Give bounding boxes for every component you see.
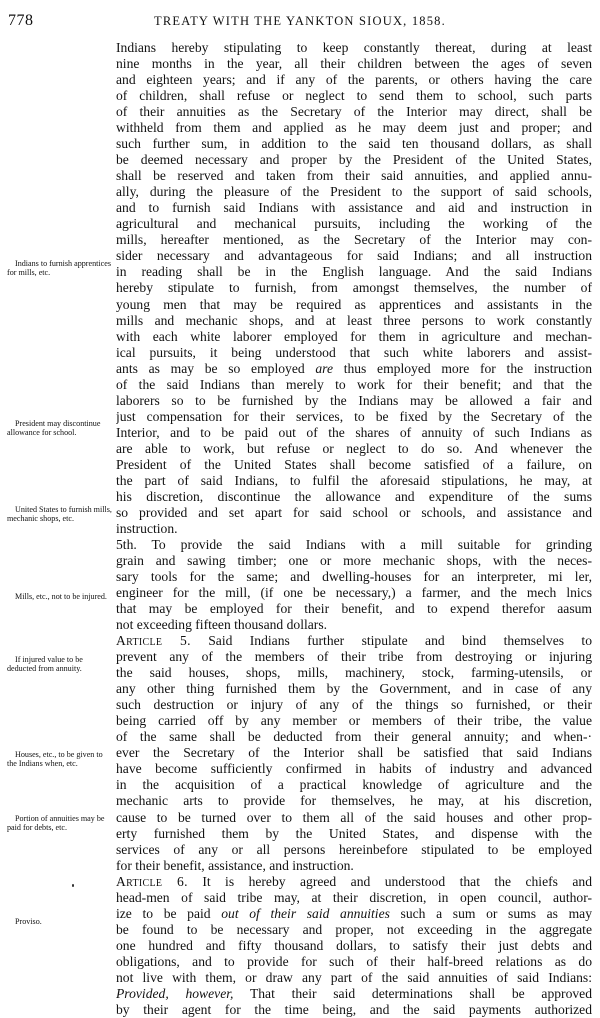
text-segment: Said Indians further stipulate and bind themselves to: [208, 633, 592, 649]
text-line: with each white laborer employed for them in agriculture and mechan-: [116, 328, 592, 344]
margin-note: President may discontinue allowance for school.: [7, 419, 101, 437]
text-line: the said houses, shops, mills, machinery, stock, farming-utensils, or: [116, 665, 592, 681]
text-line: shall be reserved and taken from their said annuities, and applied annu-: [116, 168, 592, 184]
text-line: young men that may be required as apprentices and assistants in the: [116, 296, 592, 312]
text-line: instruction.: [116, 520, 178, 536]
margin-note: Proviso.: [15, 917, 42, 926]
text-line: and to furnish said Indians with assistance and aid and instruction in: [116, 200, 592, 216]
text-line: be found to be necessary and proper, not exceeding in the aggregate: [116, 921, 592, 937]
text-line: erty furnished them by the United States, and dispense with the: [116, 825, 592, 841]
text-line: by their agent for the time being, and the said payments authorized: [116, 1001, 592, 1017]
text-line: have become sufficiently confirmed in habits of industry and advanced: [116, 761, 592, 777]
text-line: mechanic arts to provide for themselves, he may, at his discretion,: [116, 793, 592, 809]
text-line: laborers so to be furnished by the Indians may be allowed a fair and: [116, 392, 592, 408]
text-line: withheld from them and applied as he may deem just and proper; and: [116, 120, 592, 136]
text-line: Indians hereby stipulating to keep constantly thereat, during at least: [116, 40, 592, 55]
text-line: that may be employed for their benefit, and to expend therefor aasum: [116, 601, 592, 617]
text-segment: such a sum or sums as may: [400, 905, 592, 921]
text-line: such further sum, in addition to the said ten thousand dollars, as shall: [116, 136, 592, 152]
margin-note: Mills, etc., not to be injured.: [15, 592, 107, 601]
text-line: sary tools for the same; and dwelling-houses for an interpreter, mi ler,: [116, 569, 592, 585]
text-line: of the said Indians than merely to work for their benefit; and that the: [116, 376, 592, 392]
margin-note: Houses, etc., to be given to the Indians when, etc.: [7, 750, 103, 768]
text-line: grain and sawing timber; one or more mechanic shops, with the neces-: [116, 553, 592, 568]
italic-text: Provided, however,: [116, 985, 234, 1001]
article-heading: Article 5.: [116, 633, 191, 649]
text-line: President of the United States shall become satisfied of a failure, on: [116, 456, 592, 472]
text-line: just compensation for their services, to be fixed by the Secretary of the: [116, 408, 592, 424]
text-line: such destruction or injury of any of the things so furnished, or their: [116, 697, 592, 713]
text-line: [116, 874, 592, 890]
text-line: services of any or all persons hereinbefore stipulated to be employed: [116, 841, 592, 857]
margin-notes: [0, 0, 115, 961]
running-head: TREATY WITH THE YANKTON SIOUX, 1858.: [154, 14, 446, 28]
italic-text: are: [315, 360, 333, 376]
text-line: sider necessary and advantageous for said Indians; and all instruction: [116, 248, 592, 264]
text-line: are able to work, but refuse or neglect to do so. And whenever the: [116, 440, 592, 456]
text-line: not live with them, or draw any part of the said annuities of said Indians:: [116, 969, 592, 985]
text-segment: ants as may be so employed: [116, 360, 305, 376]
text-line: not exceeding fifteen thousand dollars.: [116, 617, 328, 633]
text-line: the part of said Indians, to fulfil the aforesaid stipulations, he may, at: [116, 472, 592, 488]
margin-note: United States to furnish mills, mechanic shops, etc.: [7, 505, 112, 523]
text-line: be deemed necessary and proper by the President of the United States,: [116, 152, 592, 168]
text-line: obligations, and to provide for such of their half-breed relations as do: [116, 953, 592, 969]
text-segment: ize to be paid: [116, 905, 211, 921]
text-line: any other thing furnished them by the Government, and in case of any: [116, 681, 592, 697]
text-line: prevent any of the members of their tribe from destroying or injuring: [116, 649, 592, 665]
text-line: in reading shall be in the English language. And the said Indians: [116, 264, 592, 280]
text-line: Interior, and to be paid out of the shares of annuity of such Indians as: [116, 424, 592, 440]
text-line: being carried off by any member or members of their tribe, the value: [116, 713, 592, 729]
text-line: engineer for the mill, (if one be necessary,) a farmer, and the mech lnics: [116, 585, 592, 601]
text-line: [116, 633, 592, 649]
article-heading: Article 6.: [116, 873, 188, 889]
text-line: [116, 986, 592, 1002]
text-line: cause to be turned over to them all of the said houses and other prop-: [116, 809, 592, 825]
text-segment: It is hereby agreed and understood that the chiefs and: [202, 873, 592, 889]
text-line: [116, 361, 592, 377]
text-line: mills, hereafter mentioned, as the Secretary of the Interior may con-: [116, 232, 592, 248]
text-line: so provided and set apart for said school or schools, and assistance and: [116, 504, 592, 520]
margin-note: Portion of annuities may be paid for debts, etc.: [7, 814, 105, 832]
text-line: ever the Secretary of the Interior shall be satisfied that said Indians: [116, 745, 592, 761]
italic-text: out of their said annuities: [221, 905, 390, 921]
margin-note: If injured value to be deducted from annuity.: [7, 655, 83, 673]
treaty-body-text: [116, 40, 592, 1018]
text-segment: thus employed more for the instruction: [343, 360, 592, 376]
text-segment: That their said determinations shall be approved: [249, 985, 592, 1001]
text-line: ical pursuits, it being understood that such white laborers and assist-: [116, 344, 592, 360]
margin-note: Indians to furnish apprentices for mills, etc.: [7, 259, 111, 277]
text-line: 5th. To provide the said Indians with a mill suitable for grinding: [116, 536, 592, 552]
text-line: [116, 906, 592, 922]
text-line: nine months in the year, all their children between the ages of seven: [116, 56, 592, 72]
text-line: agricultural and mechanical pursuits, including the working of the: [116, 216, 592, 232]
text-line: for their benefit, assistance, and instruction.: [116, 857, 354, 873]
text-line: head-men of said tribe may, at their discretion, in open council, author-: [116, 889, 592, 905]
print-speck: [72, 884, 74, 887]
text-line: ally, during the pleasure of the President to the support of said schools,: [116, 184, 592, 200]
text-line: of the same shall be deducted from their general annuity; and when-·: [116, 729, 592, 745]
text-line: and eighteen years; and if any of the parents, or others having the care: [116, 72, 592, 88]
text-line: of their annuities as the Secretary of the Interior may direct, shall be: [116, 104, 592, 120]
text-line: his discretion, discontinue the allowance and expenditure of the sums: [116, 488, 592, 504]
text-line: one hundred and fifty thousand dollars, to satisfy their just debts and: [116, 937, 592, 953]
text-line: of children, shall refuse or neglect to send them to school, such parts: [116, 88, 592, 104]
page-number: 778: [8, 12, 34, 29]
text-line: in the acquisition of a practical knowledge of agriculture and the: [116, 777, 592, 793]
text-line: mills and mechanic shops, and at least three persons to work constantly: [116, 312, 592, 328]
text-line: hereby stipulate to furnish, from amongst themselves, the number of: [116, 280, 592, 296]
